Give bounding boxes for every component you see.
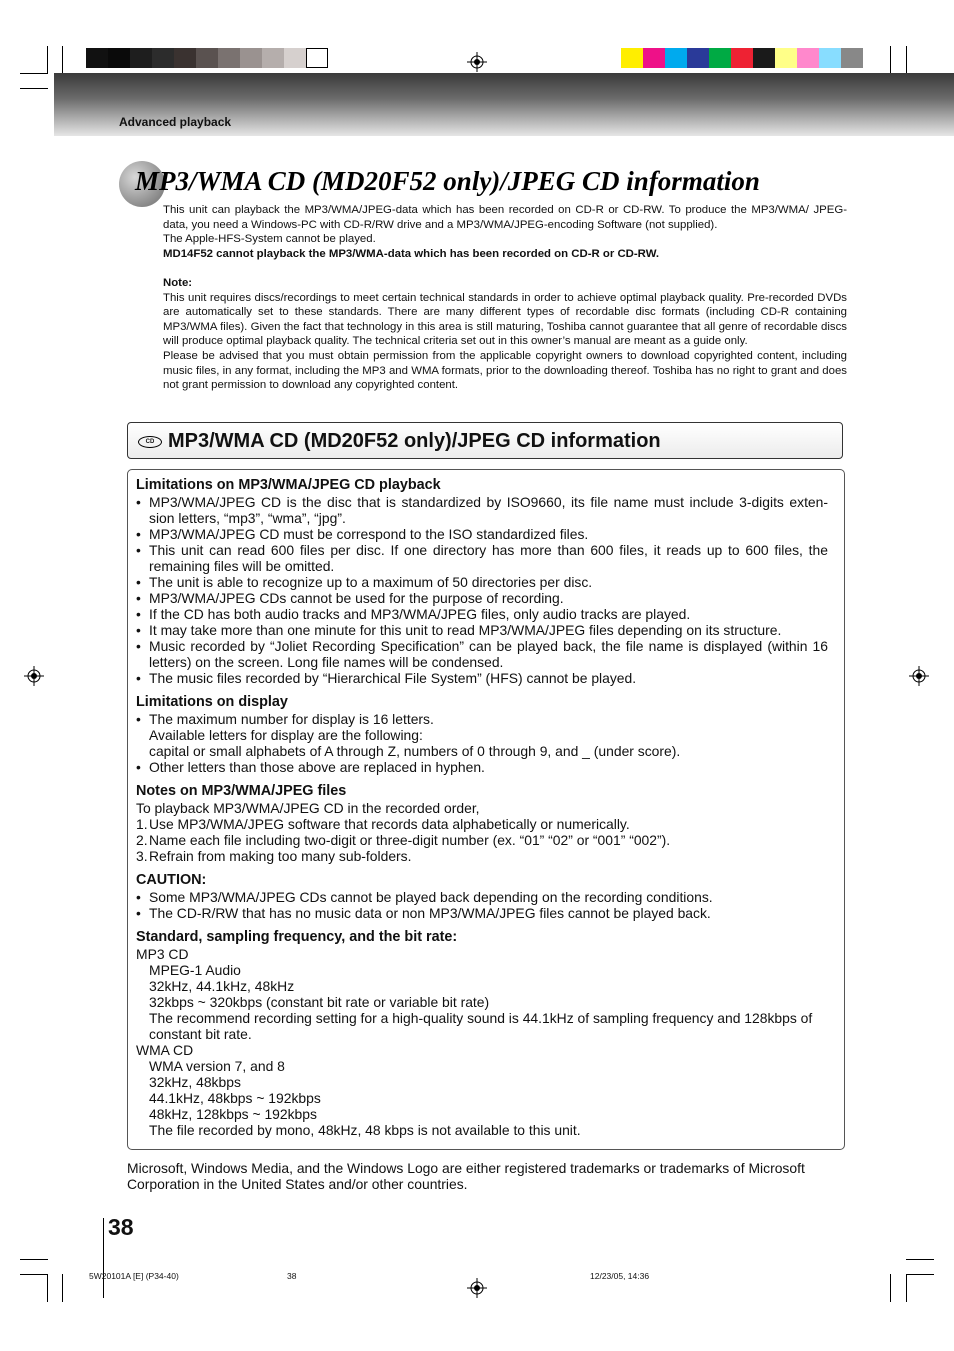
- crop-mark: [47, 1274, 48, 1302]
- limitations-playback-heading: Limitations on MP3/WMA/JPEG CD playback: [136, 477, 441, 493]
- color-swatch: [819, 48, 841, 68]
- color-swatch: [218, 48, 240, 68]
- mp3-specs: [136, 962, 828, 1042]
- grayscale-color-bar: [86, 48, 328, 68]
- list-item: • The unit is able to recognize up to a maximum of 50 directories per disc.: [136, 574, 593, 590]
- mp3-label: MP3 CD: [136, 946, 189, 962]
- caution-list: [136, 889, 828, 921]
- crop-mark: [47, 46, 48, 74]
- crop-mark: [906, 1259, 934, 1260]
- registration-mark-icon: [24, 666, 44, 686]
- wma-specs: [136, 1058, 828, 1138]
- crop-mark: [906, 1274, 907, 1302]
- color-swatch: [240, 48, 262, 68]
- spec-line: The file recorded by mono, 48kHz, 48 kbps is not available to this unit.: [149, 1122, 581, 1138]
- spec-line: WMA version 7, and 8: [149, 1058, 285, 1074]
- spec-line: MPEG-1 Audio: [149, 962, 241, 978]
- spec-line: 44.1kHz, 48kbps ~ 192kbps: [149, 1090, 321, 1106]
- crop-mark: [20, 88, 48, 89]
- list-item: • Other letters than those above are replaced in hyphen.: [136, 759, 485, 775]
- color-swatch: [621, 48, 643, 68]
- spec-line: 48kHz, 128kbps ~ 192kbps: [149, 1106, 317, 1122]
- color-swatch: [306, 48, 328, 68]
- page-number-rule: [103, 1218, 104, 1298]
- color-swatch: [797, 48, 819, 68]
- color-swatch: [753, 48, 775, 68]
- cd-icon: CD: [138, 436, 162, 448]
- color-swatch: [284, 48, 306, 68]
- color-swatch: [130, 48, 152, 68]
- note-paragraph: This unit requires discs/recordings to meet certain technical standards in order to achieve optimal playback quality. Pre-recorded DVDs are automatically set to these standards. There are many different types of recordable disc formats (including CD-R containing MP3/WMA files). Given the fact that technology in this area is still maturing, Toshiba cannot guarantee that all genre of recordable discs will produce optimal playback quality. The technical criteria set out in this owner’s manual are meant as a guide only.: [163, 291, 847, 348]
- intro-paragraph: The Apple-HFS-System cannot be played.: [163, 233, 376, 246]
- registration-mark-icon: [467, 52, 487, 72]
- color-swatch: [709, 48, 731, 68]
- color-swatch: [775, 48, 797, 68]
- notes-files-heading: Notes on MP3/WMA/JPEG files: [136, 783, 347, 799]
- wma-label: WMA CD: [136, 1042, 194, 1058]
- section-heading: MP3/WMA CD (MD20F52 only)/JPEG CD information: [168, 430, 661, 452]
- color-swatch: [262, 48, 284, 68]
- crop-mark: [906, 1274, 934, 1275]
- print-date: 12/23/05, 14:36: [590, 1271, 650, 1281]
- color-swatch: [687, 48, 709, 68]
- list-item: • If the CD has both audio tracks and MP3/WMA/JPEG files, only audio tracks are played.: [136, 606, 691, 622]
- process-color-bar: [621, 48, 863, 68]
- color-swatch: [86, 48, 108, 68]
- crop-mark: [20, 1259, 48, 1260]
- numbered-item: 2. Name each file including two-digit or three-digit number (ex. “01” “02” or “001” “002”).: [136, 832, 671, 848]
- spec-line: 32kHz, 48kbps: [149, 1074, 241, 1090]
- list-item: • It may take more than one minute for this unit to read MP3/WMA/JPEG files depending on its structure.: [136, 622, 782, 638]
- list-item: • The maximum number for display is 16 letters. Available letters for display are the following: capital or small alphabets of A through Z, numbers of 0 through 9, and _ (under score).: [136, 711, 681, 759]
- caution-heading: CAUTION:: [136, 872, 207, 888]
- crop-mark: [62, 46, 63, 74]
- crop-mark: [62, 1274, 63, 1302]
- crop-mark: [20, 73, 48, 74]
- list-item: • MP3/WMA/JPEG CD must be correspond to the ISO standardized files.: [136, 526, 589, 542]
- section-label: Advanced playback: [119, 115, 232, 129]
- print-code: 5W20101A [E] (P34-40): [89, 1271, 179, 1281]
- color-swatch: [174, 48, 196, 68]
- notes-files-list: [136, 816, 828, 864]
- notes-files-intro: To playback MP3/WMA/JPEG CD in the recorded order,: [136, 800, 480, 816]
- content-body: [136, 477, 828, 1138]
- page-number: 38: [108, 1214, 134, 1240]
- spec-line: 32kbps ~ 320kbps (constant bit rate or variable bit rate): [149, 994, 490, 1010]
- color-swatch: [731, 48, 753, 68]
- color-swatch: [665, 48, 687, 68]
- intro-text: [163, 203, 847, 393]
- list-item: • The music files recorded by “Hierarchical File System” (HFS) cannot be played.: [136, 670, 637, 686]
- numbered-item: 1. Use MP3/WMA/JPEG software that records data alphabetically or numerically.: [136, 816, 630, 832]
- color-swatch: [196, 48, 218, 68]
- crop-mark: [906, 46, 907, 74]
- note-paragraph: Please be advised that you must obtain permission from the applicable copyright owners to download copyrighted content, including music files, in any format, including the MP3 and WMA formats, prior to the downloading thereof. Toshiba has no right to grant and does not grant permission to download any copyrighted content.: [163, 349, 847, 392]
- registration-mark-icon: [467, 1278, 487, 1298]
- list-item: • This unit can read 600 files per disc. If one directory has more than 600 files, it reads up to 600 files, the remaining files will be omitted.: [136, 542, 828, 574]
- list-item: • Some MP3/WMA/JPEG CDs cannot be played back depending on the recording conditions.: [136, 889, 713, 905]
- intro-paragraph: This unit can playback the MP3/WMA/JPEG-data which has been recorded on CD-R or CD-RW. To produce the MP3/WMA/ JPEG-data, you need a Windows-PC with CD-R/RW drive and a MP3/WMA/JPEG-encoding Software (not supplied).: [163, 204, 847, 231]
- color-swatch: [841, 48, 863, 68]
- section-heading-box: [127, 422, 843, 459]
- list-item: • The CD-R/RW that has no music data or non MP3/WMA/JPEG files cannot be played back.: [136, 905, 711, 921]
- intro-warning: MD14F52 cannot playback the MP3/WMA-data which has been recorded on CD-R or CD-RW.: [163, 247, 659, 260]
- limitations-display-heading: Limitations on display: [136, 694, 288, 710]
- numbered-item: 3. Refrain from making too many sub-folders.: [136, 848, 412, 864]
- list-item: • Music recorded by “Joliet Recording Specification” can be played back, the file name is displayed (within 16 letters) on the screen. Long file names will be condensed.: [136, 638, 828, 670]
- standard-heading: Standard, sampling frequency, and the bit rate:: [136, 929, 458, 945]
- spec-line: The recommend recording setting for a high-quality sound is 44.1kHz of sampling frequency and 128kbps of constant bit rate.: [149, 1010, 813, 1042]
- crop-mark: [890, 46, 891, 74]
- list-item: • MP3/WMA/JPEG CDs cannot be used for the purpose of recording.: [136, 590, 564, 606]
- crop-mark: [890, 1274, 891, 1302]
- color-swatch: [643, 48, 665, 68]
- color-swatch: [152, 48, 174, 68]
- trademark-notice: Microsoft, Windows Media, and the Windows Logo are either registered trademarks or trademarks of Microsoft Corporation in the United States and/or other countries.: [127, 1160, 805, 1192]
- list-item: • MP3/WMA/JPEG CD is the disc that is standardized by ISO9660, its file name must include 3-digits exten- sion letters, “mp3”, “wma”, “jpg”.: [136, 494, 828, 526]
- registration-mark-icon: [909, 666, 929, 686]
- page-title: MP3/WMA CD (MD20F52 only)/JPEG CD information: [135, 166, 760, 196]
- color-swatch: [108, 48, 130, 68]
- spec-line: 32kHz, 44.1kHz, 48kHz: [149, 978, 295, 994]
- note-label: Note:: [163, 276, 193, 289]
- print-page: 38: [287, 1271, 297, 1281]
- limitations-playback-list: [136, 494, 828, 686]
- crop-mark: [20, 1274, 48, 1275]
